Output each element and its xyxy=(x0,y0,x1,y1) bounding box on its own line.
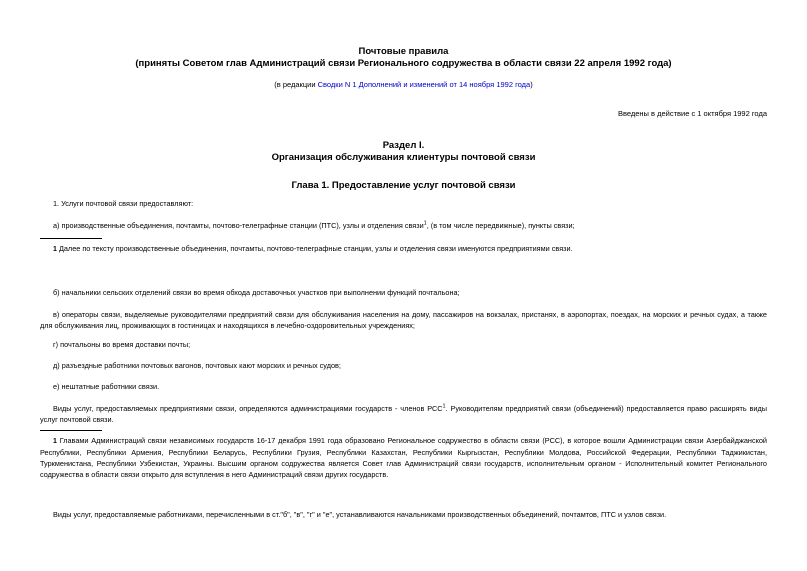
paragraph-types-tail: . Руководителям предприятий связи (объединений) предоставляется право расширять виды услуг почтовой связи. xyxy=(40,404,767,424)
footnote-2-mark: 1 xyxy=(53,438,57,445)
paragraph-e: е) нештатные работники связи. xyxy=(53,382,160,391)
footnote-ref-2[interactable]: 1 xyxy=(442,403,446,410)
edition-note xyxy=(0,80,807,89)
chapter-title: Глава 1. Предоставление услуг почтовой связи xyxy=(291,180,516,191)
edition-prefix: (в редакции xyxy=(274,80,318,89)
paragraph-v: в) операторы связи, выделяемые руководителями предприятий связи для обслуживания населения на дому, пассажиров на вокзалах, пристанях, в аэропортах, поездах, на морских и речных судах, а также для обслуживания лиц, проживающих в гостиницах и находящихся в лечебно-оздоровительных учреждениях; xyxy=(40,310,767,330)
document-subtitle: (приняты Советом глав Администраций связи Регионального содружества в области связи 22 апреля 1992 года) xyxy=(135,58,672,69)
footnote-ref-1[interactable]: 1 xyxy=(423,220,427,227)
footnote-1-text: Далее по тексту производственные объединения, почтамты, почтово-телеграфные станции, узлы и отделения связи именуются предприятиями связи. xyxy=(58,244,573,253)
edition-link[interactable]: Сводки N 1 Дополнений и изменений от 14 ноября 1992 года xyxy=(317,80,531,89)
edition-suffix: ) xyxy=(530,80,533,89)
footnote-divider xyxy=(40,238,102,239)
footnote-2 xyxy=(40,435,767,480)
document-title: Почтовые правила xyxy=(358,46,449,57)
paragraph-d: д) разъездные работники почтовых вагонов, почтовых кают морских и речных судов; xyxy=(53,361,341,370)
footnote-1-mark: 1 xyxy=(53,246,57,253)
paragraph-types xyxy=(40,403,767,425)
footnote-divider-2 xyxy=(40,430,102,431)
footnote-1 xyxy=(40,243,767,255)
paragraph-types-text: Виды услуг, предоставляемых предприятиями связи, определяются администрациями государств - членов РСС xyxy=(53,404,443,413)
paragraph-last: Виды услуг, предоставляемые работниками, перечисленными в ст."б", "в", "г" и "е", устанавливаются начальниками производственных объединений, почтамтов, ПТС и узлов связи. xyxy=(53,510,667,519)
effective-date: Введены в действие с 1 октября 1992 года xyxy=(617,109,767,118)
section-name: Организация обслуживания клиентуры почтовой связи xyxy=(271,152,536,163)
paragraph-a-tail: , (в том числе передвижные), пункты связи; xyxy=(426,221,575,230)
paragraph-a-text: а) производственные объединения, почтамты, почтово-телеграфные станции (ПТС), узлы и отделения связи xyxy=(53,221,424,230)
paragraph-g: г) почтальоны во время доставки почты; xyxy=(53,340,191,349)
paragraph-a xyxy=(40,220,767,231)
footnote-2-text: Главами Администраций связи независимых государств 16-17 декабря 1991 года образовано Региональное содружество в области связи (РСС), в которое вошли Администрации связи Азербайджанской Республики, Республики Армения, Республики Беларусь, Республики Грузия, Республики Казахстан, Республики Кыргызстан, Республики Молдова, Российской Федерации, Республики Таджикистан, Туркменистана, Республики Узбекистан, Украины. Высшим органом содружества является Совет глав Администраций связи государств, исполнительным органом - Исполнительный комитет Регионального содружества в области связи открыто для вступления в него Администраций связи других государств. xyxy=(40,436,768,479)
paragraph-b: б) начальники сельских отделений связи во время обхода доставочных участков при выполнении функций почтальона; xyxy=(53,288,460,297)
paragraph-1: 1. Услуги почтовой связи предоставляют: xyxy=(53,199,194,208)
section-number: Раздел I. xyxy=(382,140,425,151)
